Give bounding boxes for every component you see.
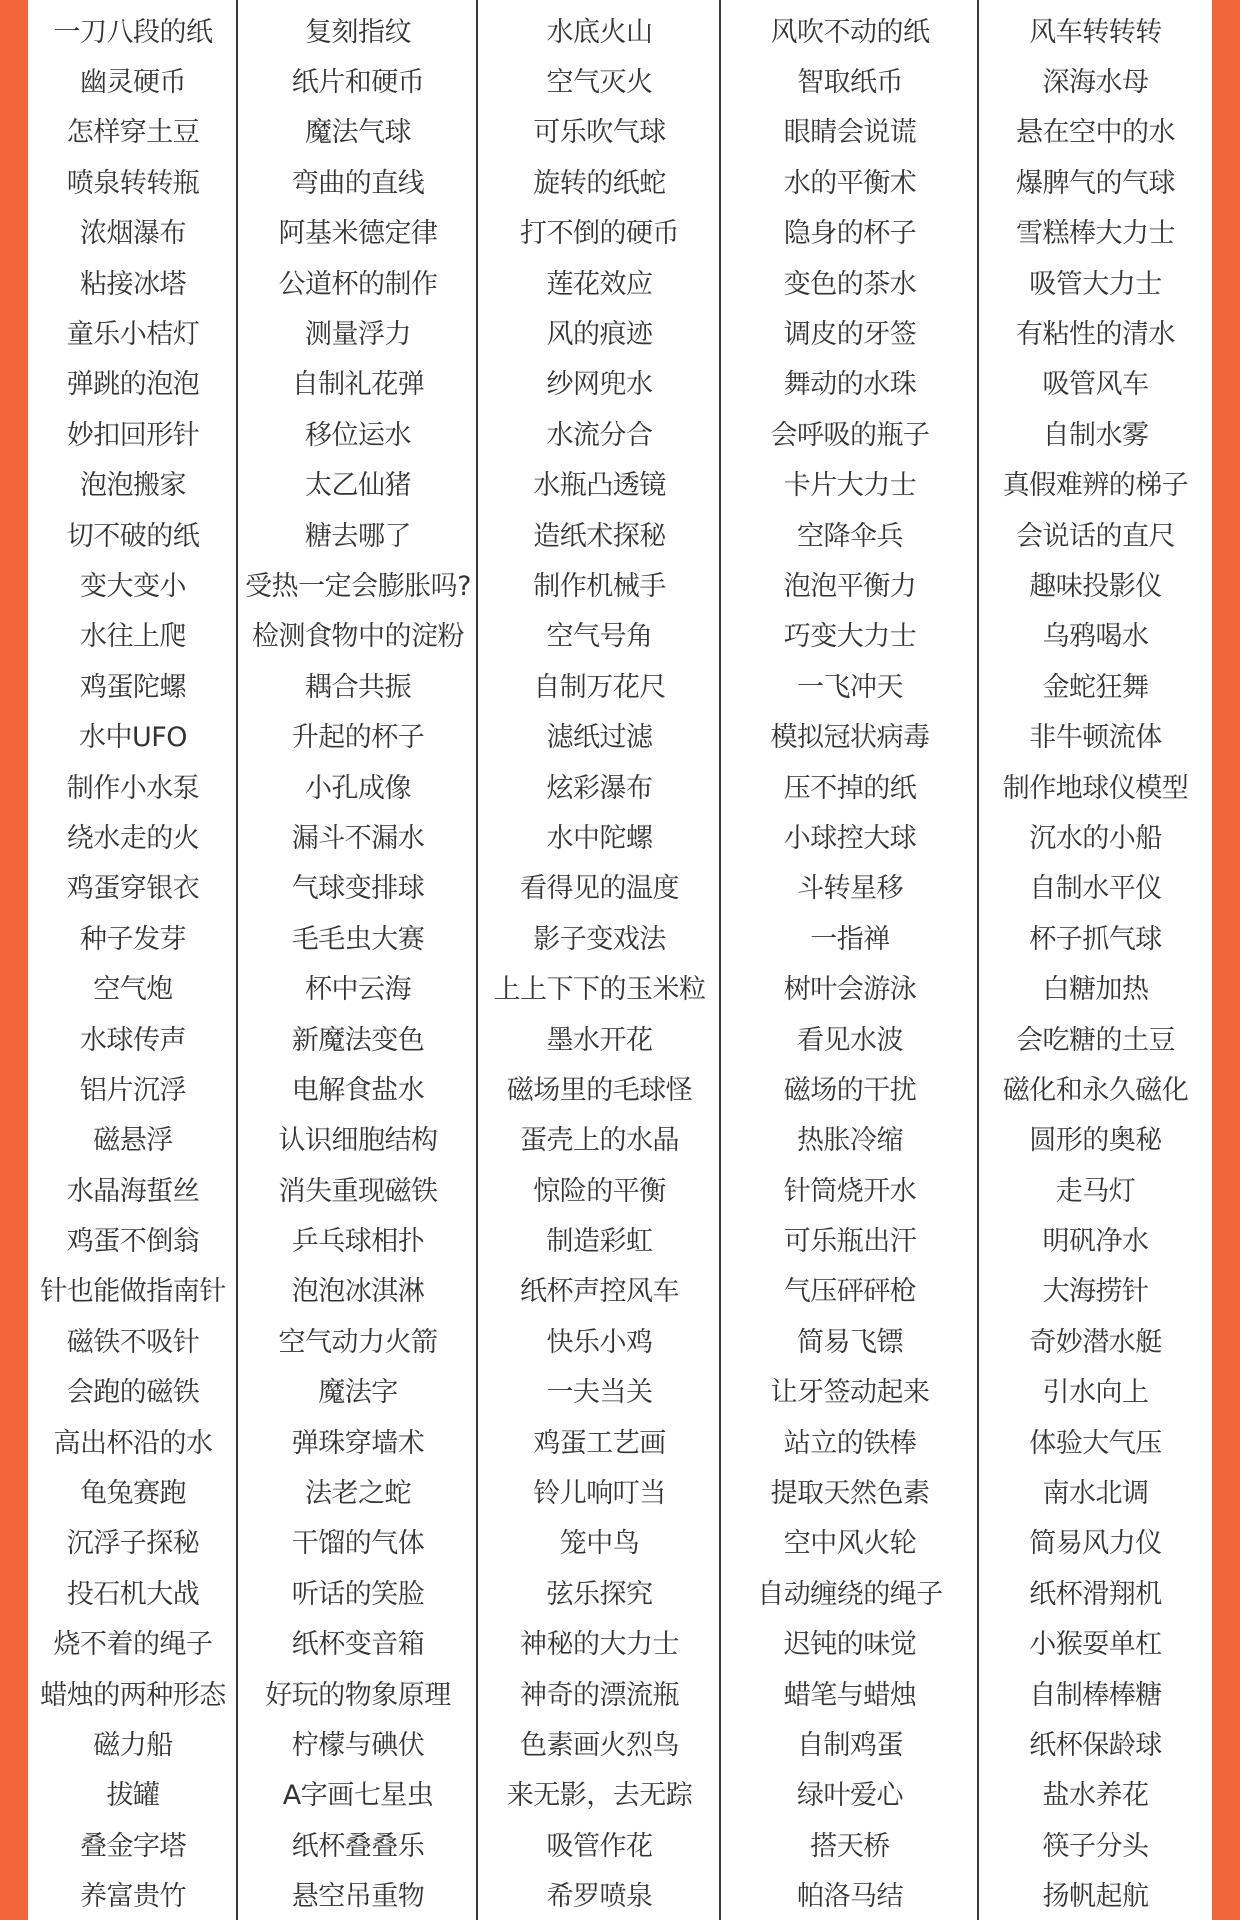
experiment-item: 制作小水泵 xyxy=(66,772,200,804)
column-divider-2 xyxy=(476,0,478,1920)
experiment-item: 泡泡搬家 xyxy=(80,470,186,502)
experiment-item: 检测食物中的淀粉 xyxy=(252,621,464,653)
experiment-item: 水流分合 xyxy=(546,419,653,451)
experiment-item: 魔法字 xyxy=(318,1377,398,1409)
experiment-item: 希罗喷泉 xyxy=(546,1881,653,1913)
experiment-item: 纸片和硬币 xyxy=(291,67,425,99)
experiment-item: 鸡蛋陀螺 xyxy=(80,671,186,703)
experiment-item: 种子发芽 xyxy=(80,923,186,955)
experiment-item: 快乐小鸡 xyxy=(546,1326,653,1358)
experiment-item: 让牙签动起来 xyxy=(770,1377,930,1409)
experiment-item: 神奇的漂流瓶 xyxy=(520,1679,679,1711)
experiment-item: 可乐瓶出汗 xyxy=(783,1226,917,1258)
experiment-item: 纸杯保龄球 xyxy=(1029,1729,1162,1761)
experiment-item: 公道杯的制作 xyxy=(278,268,438,300)
experiment-item: 消失重现磁铁 xyxy=(278,1175,438,1207)
experiment-item: 迟钝的味觉 xyxy=(783,1629,917,1661)
experiment-item: 针筒烧开水 xyxy=(783,1175,917,1207)
experiment-item: 绕水走的火 xyxy=(66,822,200,854)
experiment-item: 小孔成像 xyxy=(305,772,411,804)
experiment-item: 体验大气压 xyxy=(1029,1427,1162,1459)
experiment-item: 有粘性的清水 xyxy=(1016,319,1175,351)
experiment-item: 叠金字塔 xyxy=(80,1830,186,1862)
experiment-item: 小球控大球 xyxy=(783,822,917,854)
experiment-item: 趣味投影仪 xyxy=(1029,570,1162,602)
experiment-item: 空中风火轮 xyxy=(783,1528,917,1560)
experiment-item: 来无影，去无踪 xyxy=(506,1780,693,1812)
experiment-item: 制造彩虹 xyxy=(546,1226,653,1258)
experiment-item: 风的痕迹 xyxy=(546,319,653,351)
experiment-item: 吸管作花 xyxy=(546,1830,653,1862)
experiment-item: 影子变戏法 xyxy=(533,923,666,955)
experiment-item: 旋转的纸蛇 xyxy=(533,167,666,199)
experiment-item: 高出杯沿的水 xyxy=(53,1427,213,1459)
experiment-item: 斗转星移 xyxy=(797,873,903,905)
experiment-item: 磁铁不吸针 xyxy=(66,1326,200,1358)
experiment-item: 水中UFO xyxy=(78,722,188,754)
experiment-item: 金蛇狂舞 xyxy=(1042,671,1149,703)
experiment-item: 一夫当关 xyxy=(546,1377,653,1409)
experiment-item: 沉浮子探秘 xyxy=(66,1528,200,1560)
experiment-item: 制作机械手 xyxy=(533,570,666,602)
experiment-item: 认识细胞结构 xyxy=(278,1125,438,1157)
experiment-item: 树叶会游泳 xyxy=(783,974,917,1006)
experiment-item: 变色的茶水 xyxy=(783,268,917,300)
experiment-item: 南水北调 xyxy=(1042,1478,1149,1510)
experiment-item: 简易飞镖 xyxy=(797,1326,903,1358)
experiment-item: 弯曲的直线 xyxy=(291,167,425,199)
experiment-item: 可乐吹气球 xyxy=(533,117,666,149)
experiment-item: 养富贵竹 xyxy=(80,1881,186,1913)
experiment-item: 盐水养花 xyxy=(1042,1780,1149,1812)
experiment-item: 拔罐 xyxy=(106,1780,160,1812)
experiment-item: 切不破的纸 xyxy=(66,520,200,552)
experiment-item: 笼中鸟 xyxy=(559,1528,640,1560)
experiment-item: 打不倒的硬币 xyxy=(520,218,679,250)
experiment-item: 毛毛虫大赛 xyxy=(291,923,425,955)
experiment-item: 自制棒棒糖 xyxy=(1029,1679,1162,1711)
experiment-item: 眼睛会说谎 xyxy=(783,117,917,149)
experiment-item: 水中陀螺 xyxy=(546,822,653,854)
experiment-item: 移位运水 xyxy=(305,419,411,451)
experiment-item: 纸杯变音箱 xyxy=(291,1629,425,1661)
experiment-item: 乌鸦喝水 xyxy=(1042,621,1149,653)
experiment-item: 空气号角 xyxy=(546,621,653,653)
experiment-item: 真假难辨的梯子 xyxy=(1002,470,1189,502)
experiment-item: 舞动的水珠 xyxy=(783,369,917,401)
experiment-item: 电解食盐水 xyxy=(291,1074,425,1106)
experiment-item: 受热一定会膨胀吗? xyxy=(245,570,471,602)
experiment-item: 沉水的小船 xyxy=(1029,822,1162,854)
experiment-item: 鸡蛋工艺画 xyxy=(533,1427,666,1459)
experiment-item: 耦合共振 xyxy=(305,671,411,703)
experiment-item: 调皮的牙签 xyxy=(783,319,917,351)
experiment-item: 浓烟瀑布 xyxy=(80,218,186,250)
experiment-item: 好玩的物象原理 xyxy=(265,1679,451,1711)
experiment-item: 绿叶爱心 xyxy=(797,1780,903,1812)
experiment-item: 铃儿响叮当 xyxy=(533,1478,666,1510)
experiment-item: 一飞冲天 xyxy=(797,671,903,703)
experiment-item: 吸管风车 xyxy=(1042,369,1149,401)
experiment-item: 气球变排球 xyxy=(291,873,425,905)
experiment-item: 会说话的直尺 xyxy=(1016,520,1175,552)
experiment-item: 智取纸币 xyxy=(797,67,903,99)
experiment-item: 干馏的气体 xyxy=(291,1528,425,1560)
experiment-item: 筷子分头 xyxy=(1042,1830,1149,1862)
experiment-item: 一刀八段的纸 xyxy=(53,16,213,48)
experiment-item: 鸡蛋不倒翁 xyxy=(66,1226,200,1258)
experiment-item: 阿基米德定律 xyxy=(278,218,438,250)
experiment-item: 杯中云海 xyxy=(305,974,411,1006)
column-divider-3 xyxy=(719,0,721,1920)
experiment-item: 针也能做指南针 xyxy=(40,1276,226,1308)
experiment-item: 造纸术探秘 xyxy=(533,520,666,552)
experiment-item: 童乐小桔灯 xyxy=(66,319,200,351)
experiment-item: 磁力船 xyxy=(93,1729,173,1761)
experiment-item: 帕洛马结 xyxy=(797,1881,903,1913)
experiment-item: 鸡蛋穿银衣 xyxy=(66,873,200,905)
experiment-item: 自制礼花弹 xyxy=(291,369,425,401)
experiment-item: 新魔法变色 xyxy=(291,1024,425,1056)
column-divider-4 xyxy=(977,0,979,1920)
experiment-item: 磁化和永久磁化 xyxy=(1002,1074,1189,1106)
experiment-item: 磁场里的毛球怪 xyxy=(506,1074,693,1106)
experiment-item: 怎样穿土豆 xyxy=(66,117,200,149)
experiment-item: 自制水平仪 xyxy=(1029,873,1162,905)
experiment-item: 蜡笔与蜡烛 xyxy=(783,1679,917,1711)
experiment-item: 热胀冷缩 xyxy=(797,1125,903,1157)
experiment-item: 吸管大力士 xyxy=(1029,268,1162,300)
experiment-item: 升起的杯子 xyxy=(291,722,425,754)
experiment-item: 非牛顿流体 xyxy=(1029,722,1162,754)
experiment-item: 空气动力火箭 xyxy=(278,1326,438,1358)
experiment-item: 法老之蛇 xyxy=(305,1478,411,1510)
experiment-item: 杯子抓气球 xyxy=(1029,923,1162,955)
experiment-item: 粘接冰塔 xyxy=(80,268,186,300)
experiment-item: 蛋壳上的水晶 xyxy=(520,1125,679,1157)
experiment-item: 空气灭火 xyxy=(546,67,653,99)
experiment-item: 惊险的平衡 xyxy=(533,1175,666,1207)
experiment-item: 站立的铁棒 xyxy=(783,1427,917,1459)
experiment-item: 巧变大力士 xyxy=(783,621,917,653)
experiment-item: 魔法气球 xyxy=(305,117,411,149)
experiment-item: 喷泉转转瓶 xyxy=(66,167,200,199)
experiment-item: 悬空吊重物 xyxy=(291,1881,425,1913)
experiment-item: 自制水雾 xyxy=(1042,419,1149,451)
experiment-item: 扬帆起航 xyxy=(1042,1881,1149,1913)
experiment-item: 隐身的杯子 xyxy=(783,218,917,250)
experiment-item: 引水向上 xyxy=(1042,1377,1149,1409)
experiment-item: 弦乐探究 xyxy=(546,1578,653,1610)
experiment-item: 纸杯叠叠乐 xyxy=(291,1830,425,1862)
experiment-item: 深海水母 xyxy=(1042,67,1149,99)
experiment-item: 水球传声 xyxy=(80,1024,186,1056)
experiment-item: 明矾净水 xyxy=(1042,1226,1149,1258)
experiment-item: 变大变小 xyxy=(80,570,186,602)
column-divider-1 xyxy=(236,0,238,1920)
experiment-item: 龟兔赛跑 xyxy=(80,1478,186,1510)
experiment-item: 听话的笑脸 xyxy=(291,1578,425,1610)
experiment-item: 看见水波 xyxy=(797,1024,903,1056)
experiment-item: 水往上爬 xyxy=(80,621,186,653)
experiment-item: 柠檬与碘伏 xyxy=(291,1729,425,1761)
experiment-item: 看得见的温度 xyxy=(520,873,679,905)
experiment-item: 搭天桥 xyxy=(810,1830,890,1862)
experiment-item: 自动缠绕的绳子 xyxy=(757,1578,943,1610)
experiment-item: 空气炮 xyxy=(93,974,173,1006)
experiment-item: 自制万花尺 xyxy=(533,671,666,703)
experiment-item: 纱网兜水 xyxy=(546,369,653,401)
experiment-item: 弹珠穿墙术 xyxy=(291,1427,425,1459)
experiment-item: 爆脾气的气球 xyxy=(1016,167,1175,199)
experiment-item: 白糖加热 xyxy=(1042,974,1149,1006)
experiment-item: 风吹不动的纸 xyxy=(770,16,930,48)
experiment-item: 简易风力仪 xyxy=(1029,1528,1162,1560)
experiment-item: 磁场的干扰 xyxy=(783,1074,917,1106)
experiment-item: 上上下下的玉米粒 xyxy=(493,974,706,1006)
experiment-item: 奇妙潜水艇 xyxy=(1029,1326,1162,1358)
experiment-item: A字画七星虫 xyxy=(282,1780,434,1812)
experiment-item: 悬在空中的水 xyxy=(1016,117,1175,149)
experiment-item: 蜡烛的两种形态 xyxy=(40,1679,226,1711)
experiment-item: 会吃糖的土豆 xyxy=(1016,1024,1175,1056)
experiment-item: 走马灯 xyxy=(1055,1175,1136,1207)
experiment-item: 泡泡平衡力 xyxy=(783,570,917,602)
experiment-item: 纸杯滑翔机 xyxy=(1029,1578,1162,1610)
experiment-item: 泡泡冰淇淋 xyxy=(291,1276,425,1308)
experiment-item: 色素画火烈鸟 xyxy=(520,1729,679,1761)
experiment-item: 妙扣回形针 xyxy=(66,419,200,451)
experiment-item: 水底火山 xyxy=(546,16,653,48)
experiment-item: 炫彩瀑布 xyxy=(546,772,653,804)
experiment-item: 提取天然色素 xyxy=(770,1478,930,1510)
experiment-item: 烧不着的绳子 xyxy=(53,1629,213,1661)
experiment-item: 漏斗不漏水 xyxy=(291,822,425,854)
experiment-item: 糖去哪了 xyxy=(305,520,411,552)
experiment-item: 空降伞兵 xyxy=(797,520,903,552)
experiment-list-grid xyxy=(28,0,1212,1920)
experiment-item: 墨水开花 xyxy=(546,1024,653,1056)
experiment-item: 纸杯声控风车 xyxy=(520,1276,679,1308)
experiment-item: 会呼吸的瓶子 xyxy=(770,419,930,451)
experiment-item: 水的平衡术 xyxy=(783,167,917,199)
experiment-item: 投石机大战 xyxy=(66,1578,200,1610)
experiment-item: 滤纸过滤 xyxy=(546,722,653,754)
experiment-item: 卡片大力士 xyxy=(783,470,917,502)
experiment-item: 磁悬浮 xyxy=(93,1125,173,1157)
experiment-item: 莲花效应 xyxy=(546,268,653,300)
experiment-item: 水瓶凸透镜 xyxy=(533,470,666,502)
experiment-item: 弹跳的泡泡 xyxy=(66,369,200,401)
experiment-item: 模拟冠状病毒 xyxy=(770,722,930,754)
experiment-item: 小猴耍单杠 xyxy=(1029,1629,1162,1661)
experiment-item: 铝片沉浮 xyxy=(80,1074,186,1106)
experiment-item: 测量浮力 xyxy=(305,319,411,351)
experiment-item: 风车转转转 xyxy=(1029,16,1162,48)
experiment-item: 乒乓球相扑 xyxy=(291,1226,425,1258)
experiment-item: 幽灵硬币 xyxy=(80,67,186,99)
experiment-item: 太乙仙猪 xyxy=(305,470,411,502)
experiment-item: 气压砰砰枪 xyxy=(783,1276,917,1308)
experiment-item: 复刻指纹 xyxy=(305,16,411,48)
experiment-item: 大海捞针 xyxy=(1042,1276,1149,1308)
experiment-item: 会跑的磁铁 xyxy=(66,1377,200,1409)
experiment-item: 水晶海蜇丝 xyxy=(66,1175,200,1207)
experiment-item: 一指禅 xyxy=(810,923,890,955)
experiment-item: 圆形的奥秘 xyxy=(1029,1125,1162,1157)
experiment-item: 神秘的大力士 xyxy=(520,1629,679,1661)
experiment-item: 制作地球仪模型 xyxy=(1002,772,1189,804)
experiment-item: 雪糕棒大力士 xyxy=(1016,218,1175,250)
experiment-item: 压不掉的纸 xyxy=(783,772,917,804)
experiment-item: 自制鸡蛋 xyxy=(797,1729,903,1761)
